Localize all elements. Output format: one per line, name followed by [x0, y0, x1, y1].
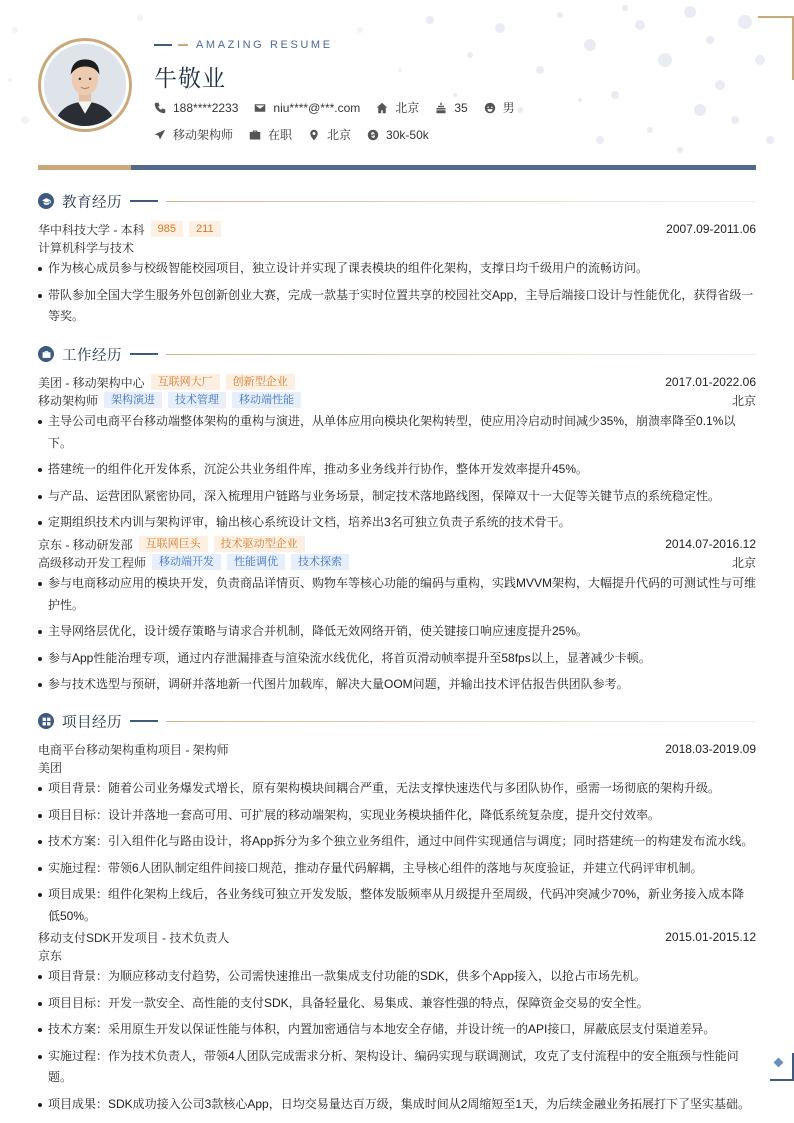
- city-info: [376, 99, 419, 116]
- list-item: 与产品、运营团队紧密协同，深入梳理用户链路与业务场景，制定技术落地路线图，保障双十一大促等关键节点的系统稳定性。: [38, 486, 756, 508]
- section-accent-bar: [130, 720, 158, 722]
- tagline: [154, 39, 333, 51]
- role-name: 移动架构师: [38, 393, 99, 408]
- work-bullets: [38, 411, 756, 534]
- job-intent-row: [154, 126, 445, 143]
- section-rule: [166, 201, 756, 202]
- role-tag: 架构演进: [104, 392, 162, 408]
- tagline-line-navy: [154, 44, 172, 46]
- list-item: 搭建统一的组件化开发体系，沉淀公共业务组件库，推动多业务线并行协作，整体开发效率提升45%。: [38, 459, 756, 481]
- work-bullets: [38, 573, 756, 696]
- list-item: 作为核心成员参与校级智能校园项目，独立设计并实现了课表模块的组件化架构，支撑日均千级用户的流畅访问。: [38, 258, 756, 280]
- list-item: 主导网络层优化，设计缓存策略与请求合并机制，降低无效网络开销，使关键接口响应速度提升25%。: [38, 621, 756, 643]
- status-info: [249, 126, 292, 143]
- project-entry-1: [38, 740, 756, 932]
- gender-value: 男: [502, 101, 515, 115]
- section-projects: [38, 711, 756, 731]
- list-item: 带队参加全国大学生服务外包创新创业大赛，完成一款基于实时位置共享的校园社交App，主导后端接口设计与性能优化，获得省级一等奖。: [38, 285, 756, 328]
- list-item: 参与电商移动应用的模块开发，负责商品详情页、购物车等核心功能的编码与重构，实践MVVM架构，大幅提升代码的可测试性与可维护性。: [38, 573, 756, 616]
- school-name: 华中科技大学 - 本科: [38, 222, 145, 237]
- role-name: 高级移动开发工程师: [38, 555, 147, 570]
- school-tag: 211: [189, 221, 221, 237]
- major-name: 计算机科学与技术: [38, 240, 135, 255]
- section-title-work: 工作经历: [62, 347, 122, 364]
- home-icon: [376, 102, 388, 114]
- project-date: 2015.01-2015.12: [665, 930, 756, 944]
- section-accent-bar: [130, 353, 158, 355]
- education-date: 2007.09-2011.06: [666, 222, 756, 236]
- project-name: 电商平台移动架构重构项目 - 架构师: [38, 742, 229, 757]
- salary-info: [367, 128, 429, 142]
- briefcase-icon: [249, 129, 261, 141]
- project-header-row: [38, 740, 756, 758]
- list-item: 项目目标：设计并落地一套高可用、可扩展的移动端架构，实现业务模块插件化，降低系统复杂度，提升交付效率。: [38, 805, 756, 827]
- project-header-row: [38, 928, 756, 946]
- target-city-value: 北京: [327, 128, 352, 142]
- divider-gold: [38, 165, 131, 170]
- section-work: [38, 344, 756, 364]
- company-row: [38, 535, 756, 553]
- project-bullets: [38, 778, 756, 927]
- graduation-cap-icon: [38, 193, 54, 209]
- role-row: [38, 553, 756, 571]
- list-item: 项目背景：为顺应移动支付趋势，公司需快速推出一款集成支付功能的SDK，供多个App接入，以抢占市场先机。: [38, 966, 756, 988]
- project-entry-2: [38, 928, 756, 1120]
- coin-icon: [367, 129, 379, 141]
- work-entry-2: [38, 535, 756, 701]
- job-info: [154, 126, 233, 143]
- list-item: 主导公司电商平台移动端整体架构的重构与演进，从单体应用向模块化架构转型，使应用冷启动时间减少35%，崩溃率降至0.1%以下。: [38, 411, 756, 454]
- major-row: [38, 238, 756, 256]
- company-tag: 创新型企业: [226, 374, 295, 390]
- resume-header: [38, 36, 756, 166]
- briefcase-section-icon: [38, 346, 54, 362]
- salary-value: 30k-50k: [386, 127, 429, 142]
- company-row: [38, 373, 756, 391]
- header-divider: [38, 165, 756, 170]
- role-tag: 技术管理: [168, 392, 226, 408]
- role-tag: 移动端性能: [232, 392, 301, 408]
- send-icon: [154, 129, 166, 141]
- company-tag: 互联网大厂: [151, 374, 220, 390]
- project-bullets: [38, 966, 756, 1115]
- email-info: [254, 101, 360, 115]
- work-date: 2014.07-2016.12: [665, 537, 756, 551]
- target-city-info: [308, 126, 351, 143]
- tagline-text: AMAZING RESUME: [196, 39, 333, 51]
- education-bullets: [38, 258, 756, 328]
- avatar-photo-icon: [44, 44, 126, 126]
- project-name: 移动支付SDK开发项目 - 技术负责人: [38, 930, 230, 945]
- gender-info: [484, 99, 515, 116]
- work-location: 北京: [731, 555, 756, 570]
- avatar: [44, 44, 126, 126]
- role-tag: 性能调优: [227, 554, 285, 570]
- smiley-icon: [484, 102, 496, 114]
- company-tag: 互联网巨头: [139, 536, 208, 552]
- candidate-name: 牛敬业: [154, 65, 226, 91]
- education-entry: [38, 220, 756, 333]
- project-date: 2018.03-2019.09: [665, 742, 756, 756]
- age-value: 35: [454, 100, 468, 115]
- corner-decoration-top-right: [758, 16, 794, 80]
- tagline-line-gold: [178, 44, 188, 46]
- company-name: 京东 - 移动研发部: [38, 537, 133, 552]
- school-tag: 985: [151, 221, 183, 237]
- project-org-row: [38, 758, 756, 776]
- location-pin-icon: [308, 129, 320, 141]
- list-item: 实施过程：作为技术负责人，带领4人团队完成需求分析、架构设计、编码实现与联调测试，攻克了支付流程中的安全瓶颈与性能问题。: [38, 1046, 756, 1089]
- list-item: 项目成果：SDK成功接入公司3款核心App，日均交易量达百万级，集成时间从2周缩短至1天，为后续金融业务拓展打下了坚实基础。: [38, 1094, 756, 1116]
- section-education: [38, 191, 756, 211]
- role-row: [38, 391, 756, 409]
- project-org: 京东: [38, 948, 63, 963]
- section-title-education: 教育经历: [62, 194, 122, 211]
- work-location: 北京: [731, 393, 756, 408]
- divider-navy: [131, 165, 756, 170]
- education-header-row: [38, 220, 756, 238]
- list-item: 实施过程：带领6人团队制定组件间接口规范，推动存量代码解耦，主导核心组件的落地与灰度验证，并建立代码评审机制。: [38, 858, 756, 880]
- grid-icon: [38, 713, 54, 729]
- company-name: 美团 - 移动架构中心: [38, 375, 145, 390]
- corner-decoration-bottom-right: [770, 1053, 794, 1081]
- phone-icon: [154, 102, 166, 114]
- project-org-row: [38, 946, 756, 964]
- section-title-projects: 项目经历: [62, 714, 122, 731]
- city-value: 北京: [395, 101, 420, 115]
- phone-info: [154, 101, 238, 115]
- list-item: 定期组织技术内训与架构评审，输出核心系统设计文档，培养出3名可独立负责子系统的技术骨干。: [38, 512, 756, 534]
- section-rule: [166, 354, 756, 355]
- section-accent-bar: [130, 200, 158, 202]
- email-value: niu****@***.com: [273, 100, 361, 115]
- list-item: 参与App性能治理专项，通过内存泄漏排查与渲染流水线优化，将首页滑动帧率提升至58fps以上，显著减少卡顿。: [38, 648, 756, 670]
- list-item: 项目目标：开发一款安全、高性能的支付SDK，具备轻量化、易集成、兼容性强的特点，保障资金交易的安全性。: [38, 993, 756, 1015]
- project-org: 美团: [38, 760, 63, 775]
- list-item: 参与技术选型与预研，调研并落地新一代图片加载库，解决大量OOM问题，并输出技术评估报告供团队参考。: [38, 674, 756, 696]
- company-tag: 技术驱动型企业: [214, 536, 305, 552]
- work-date: 2017.01-2022.06: [665, 375, 756, 389]
- job-value: 移动架构师: [173, 128, 234, 142]
- phone-value: 188****2233: [173, 100, 239, 115]
- role-tag: 技术探索: [291, 554, 349, 570]
- list-item: 技术方案：采用原生开发以保证性能与体积，内置加密通信与本地安全存储，并设计统一的API接口，屏蔽底层支付渠道差异。: [38, 1019, 756, 1041]
- list-item: 项目背景：随着公司业务爆发式增长，原有架构模块间耦合严重，无法支撑快速迭代与多团队协作，亟需一场彻底的架构升级。: [38, 778, 756, 800]
- mail-icon: [254, 102, 266, 114]
- cake-icon: [435, 102, 447, 114]
- avatar-frame: [38, 38, 132, 132]
- role-tag: 移动端开发: [152, 554, 221, 570]
- section-rule: [166, 721, 756, 722]
- status-value: 在职: [268, 128, 293, 142]
- age-info: [435, 101, 467, 115]
- work-entry-1: [38, 373, 756, 539]
- list-item: 项目成果：组件化架构上线后，各业务线可独立开发发版，整体发版频率从月级提升至周级，代码冲突减少70%，新业务接入成本降低50%。: [38, 884, 756, 927]
- contact-row: [154, 99, 531, 116]
- list-item: 技术方案：引入组件化与路由设计，将App拆分为多个独立业务组件，通过中间件实现通信与调度；同时搭建统一的构建发布流水线。: [38, 831, 756, 853]
